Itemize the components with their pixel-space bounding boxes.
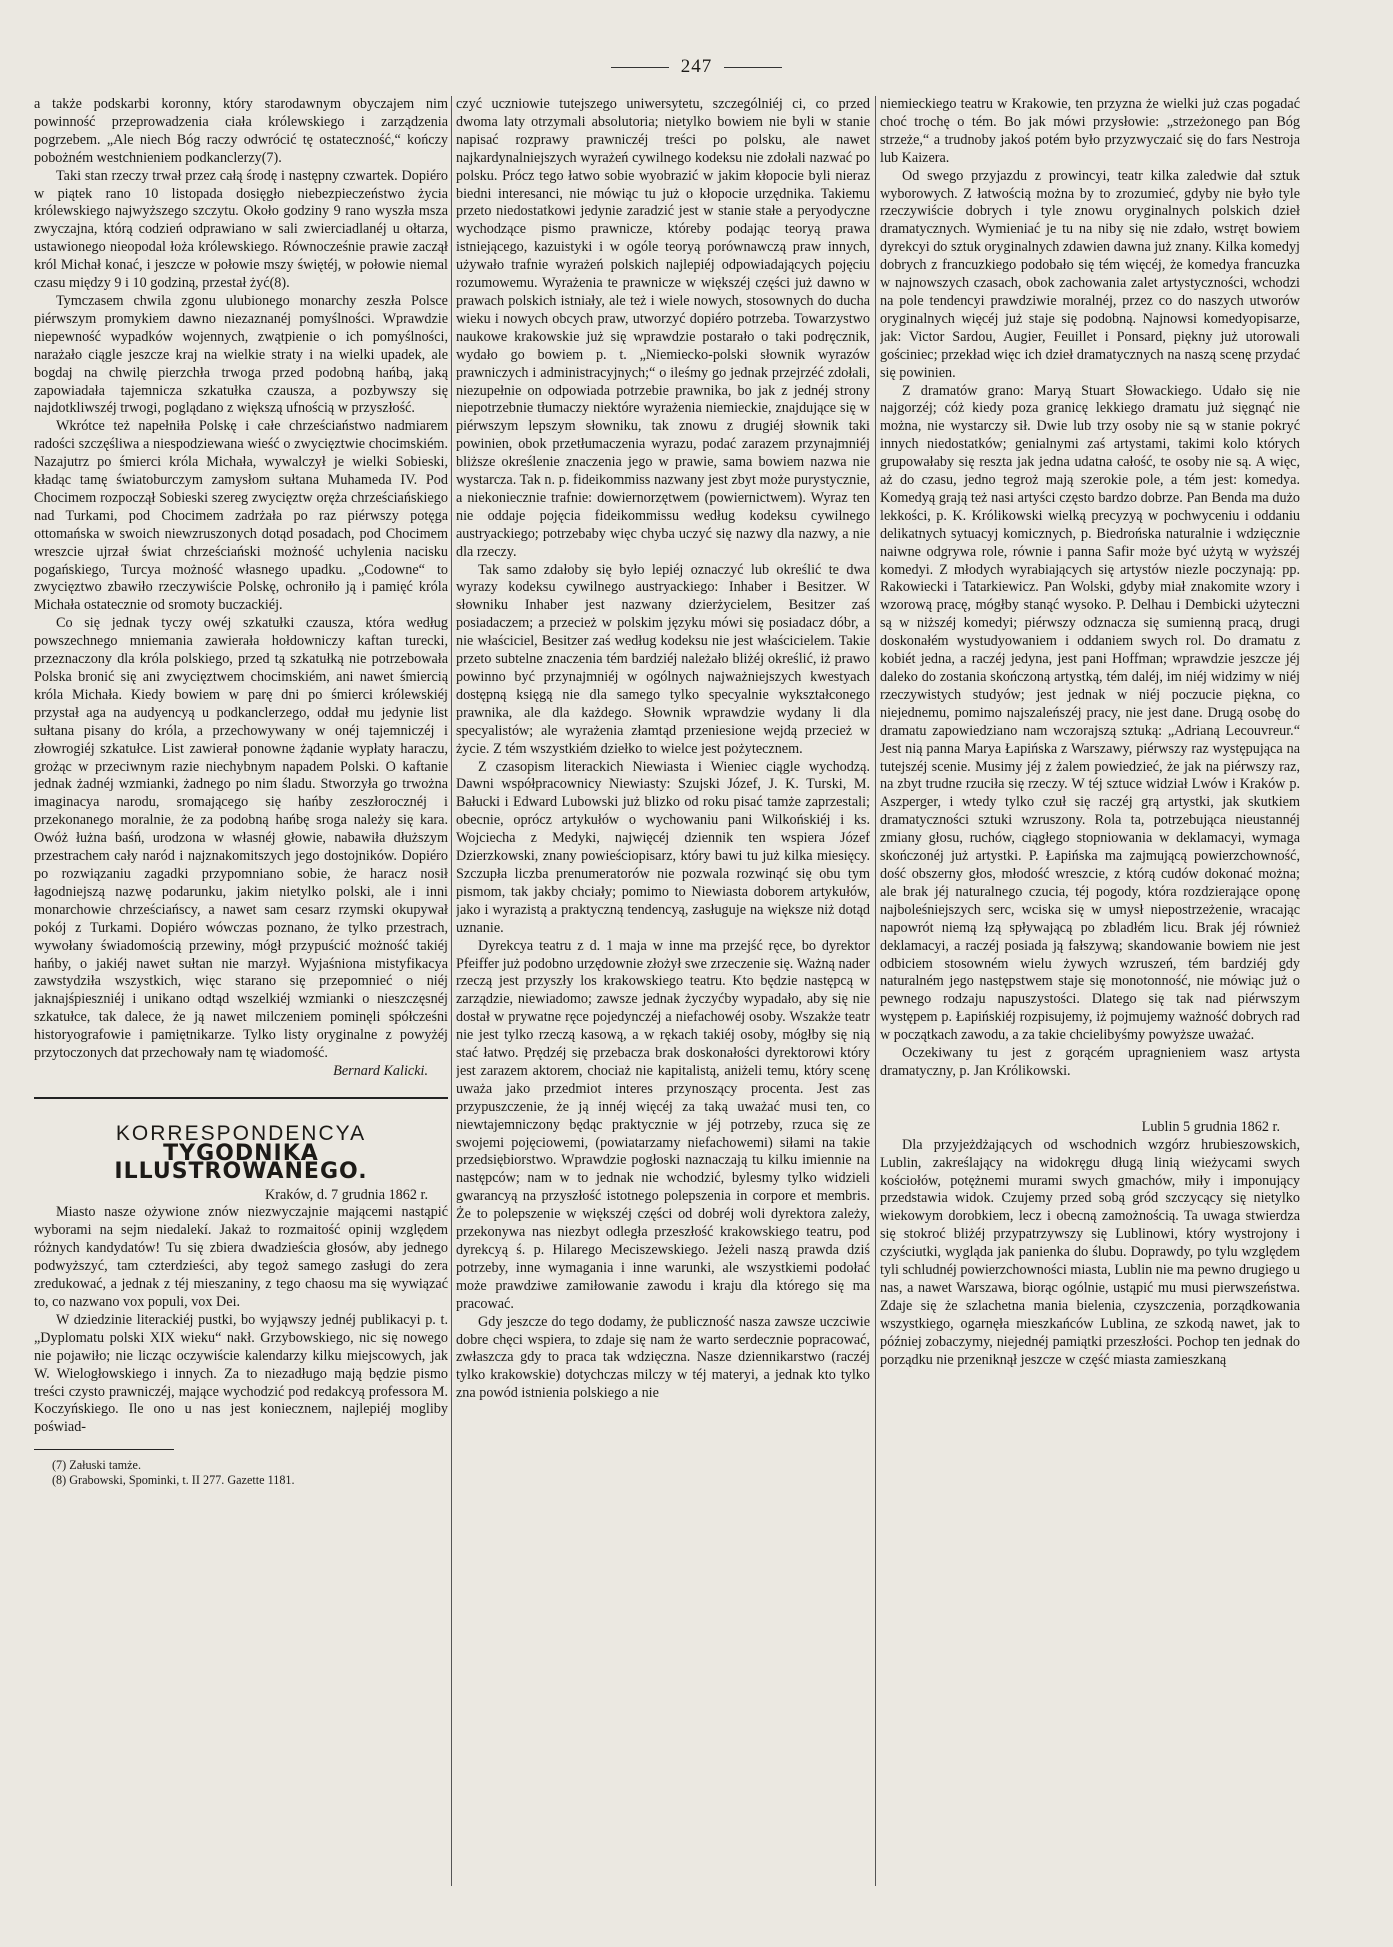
paragraph: Tymczasem chwila zgonu ulubionego monarchy zeszła Polsce piérwszym promykiem dawno niezaznanéj pomyślności. Wprawdzie niepewność wypadków wojennych, zwątpienie o ich pomyślności, narażało ciągle jeszcze kraj na wielkie straty i na wielki upadek, ale bogdaj na chwilę pierzchła trwoga przed podobną hańbą, jaką zapowiadała tajemnicza szkatułka czausza, a pozbywszy się najdotkliwszéj trwogi, poglądano z większą ufnością w przyszłość. — [34, 292, 448, 417]
paragraph: Dyrekcya teatru z d. 1 maja w inne ma przejść ręce, bo dyrektor Pfeiffer już podobno urzędownie złożył swe zrzeczenie się. Ważną nader rzeczą jest przyszły los krakowskiego teatru. Kto będzie następcą w zarządzie, niewiadomo; zawsze jednak życzyćby wypadało, aby się nie dostał w prywatne ręce pojedynczéj a niefachowéj osoby. Wszakże teatr nie jest tylko rzeczą kasową, a w rękach takiéj osoby, mógłby się nią stać łatwo. Prędzéj się przebacza brak doskonałości dyrektorowi który jest zarazem aktorem, chociaż nie kapitalistą, aniżeli temu, który scenę uważa jako przedmiot interes przynoszący procenta. Jest zas przypuszczenie, że ją innéj więcéj za taką uważać musi ten, co niewtajemniczony będąc praktycznie w jéj potrzeby, rzuca się ze swojemi pojęciowemi, (powiatarzamy niefachowemi) siłami na takie przedsiębiorstwo. Wprawdzie pogłoski naznaczają tu kilku imiennie na następców; nam w to jednak nie wchodzić, bylesmy tylko widzieli gwarancyą na przyszłość istotnego polepszenia in corpore et membris. Że to polepszenie w większéj części od dobréj woli dyrektora zależy, przekonywa nas niezbyt odległa przeszłość krakowskiego teatru, pod dyrekcyą ś. p. Hilarego Meciszewskiego. Jeżeli naszą prawda dziś potrzeby, inne wymagania i inne warunki, ale wszystkiemi podołać może prawdziwe zamiłowanie zawodu i kraju dla którego się ma pracować. — [456, 937, 870, 1312]
paragraph: niemieckiego teatru w Krakowie, ten przyzna że wielki już czas pogadać choć trochę o tém. Bo jak mówi przysłowie: „strzeżonego pan Bóg strzeże,“ a trudnoby jakoś potém było przyzwyczaić się do fars Nestroja lub Kaizera. — [880, 96, 1300, 166]
column-1 — [34, 96, 448, 1936]
paragraph: Wkrótce też napełniła Polskę i całe chrześciaństwo nadmiarem radości szczęśliwa a niespodziewana wieść o zwycięztwie chocimskiém. Nazajutrz po śmierci króla Michała, wywalczył je wielki Sobieski, kładąc tamę światoburczym zamysłom sułtana Muhameda IV. Pod Chocimem rozpoczął Sobieski szereg zwycięztw oręża chrześciańskiego nad Turkami, pod Chocimem zadrżała po raz piérwszy potęga ottomańska w swoich niewzruszonych dotąd posadach, pod Chocimem wreszcie ujrzał świat chrześciański możność uchylenia nacisku pogańskiego, Turcya możność własnego upadku. „Codowne“ to zwycięztwo zbawiło rzeczywiście Polskę, ochroniło ją i pamięć króla Michała ostatecznie od sromoty buczackiéj. — [34, 418, 448, 614]
section-spacer — [880, 1081, 1300, 1119]
footnote: (8) Grabowski, Spominki, t. II 277. Gazette 1181. — [52, 1473, 295, 1488]
paragraph: czyć uczniowie tutejszego uniwersytetu, szczególniéj ci, co przed dwoma laty otrzymali absolutoria; nietylko bowiem nie byli w stanie napisać rozprawy prawniczéj treści po polsku, ale nawet najkardynalniejszych wyrażeń cywilnego kodeksu nie zdołali nazwać po polsku. Prócz tego łatwo sobie wyobrazić w jakim kłopocie byli nieraz biedni interesanci, nie mówiąc tu już o kłopocie urzędnika. Takiemu przeto niedostatkowi jedynie zaradzić jest w stanie stałe a peryodyczne wychodzące pismo prawnicze, któreby podając teoryą prawa istniejącego, kazuistyki i w ogóle teoryą porównawczą praw innych, używało trafnie wyrażeń polskich najlepiéj odpowiadających pojęciu rozumowemu. Wyrażenia te prawnicze w większéj części już dawno w prawach polskich istniały, ale też i wiele nowych, stosownych do ducha wieku i nowych obcych praw, utworzyć dopiéro potrzeba. Towarzystwo naukowe krakowskie już się wprawdzie postarało o taki podręcznik, wydało go bowiem p. t. „Niemiecko-polski słownik wyrazów prawniczych i administracyjnych;“ o ileśmy go jednak przejrzéć zdołali, niezupełnie on odpowiada potrzebie prawnika, bo jak z jednéj strony niepotrzebnie tłumaczy niektóre wyrażenia niemieckie, znajdujące się w piérwszym lepszym słowniku, tak znowu z drugiéj słownik taki powinien, obok przetłumaczenia wyrazu, podać zarazem przynajmniéj bliższe określenie znaczenia jego w prawie, sama bowiem nazwa nie wystarcza. Tak n. p. fideikommiss nazwany jest zbyt może purystycznie, a niekoniecznie trafnie: dowiernorzętwem (powiernictwem). Wyraz ten nie oddaje pojęcia fideikommissu według kodeksu cywilnego austryackiego; potrzebaby więc chyba uczyć się nazwy dla nazwy, a nie dla rzeczy. — [456, 96, 870, 560]
paragraph: Co się jednak tyczy owéj szkatułki czausza, która według powszechnego mniemania zawierała hołdowniczy kaftan turecki, przeznaczony dla króla polskiego, przed tą szkatułką nie potrzebowała Polska bronić się ani zwycięztwem chocimskiém, ani nawet śmiercią króla Michała. Kiedy bowiem w parę dni po śmierci królewskiéj przystał aga na audyencyą u podkanclerzego, oddał mu jedynie list sułtana pisany do króla, a przechowywany w onéj tajemniczéj i złowrogiéj szkatułce. List zawierał ponowne żądanie wypłaty haraczu, grożąc w przeciwnym razie niechybnym napadem Polski. O kaftanie jednak żadnéj wzmianki, żadnego po nim śladu. Stworzyła go trwożna imaginacya narodu, sromającego się hańby zeszłorocznéj i przekonanego moralnie, że za podobną hańbę sroga należy się kara. Owóż łużna baśń, urodzona w własnéj głowie, nabawiła dłuższym przestrachem cały naród i najznakomitszych jego dostojników. Dopiéro po rozwiązaniu zagadki przypomniano sobie, że haracz nosił łagodniejszą nazwę podarunku, jakim nietylko polski, ale i inni monarchowie chrześciańscy, a nawet sam cesarz rzymski okupywał pokój z Turkami. Dopiéro wówczas poznano, że tylko przestrach, wywołany świadomością przewiny, mógł przypuścić możność takiéj hańby, o jakiéj nawet sułtan nie marzył. Wyjaśniona mistyfikacya zawstydziła wszystkich, więc starano się przepomnieć o niéj jaknajśpieszniéj i unikano odtąd wszelkiéj wzmianki o nieszczęsnéj szkatułce, tak dalece, że ją nawet milczeniem pominęli spółcześni historyografowie i pamiętnikarze. Tylko listy oryginalne z powyżéj przytoczonych dat przechowały nam tę wiadomość. — [34, 615, 448, 1062]
paragraph: a także podskarbi koronny, który starodawnym obyczajem nim powinność przeprowadzenia ciała królewskiego i zarządzenia pogrzebem. „Ale niech Bóg raczy odwrócić tę ostateczność,“ kończy pobożném westchnieniem podkanclerzy(7). — [34, 96, 448, 166]
column-3 — [880, 96, 1300, 1936]
paragraph: Oczekiwany tu jest z gorącém upragnieniem wasz artysta dramatyczny, p. Jan Królikowski. — [880, 1045, 1300, 1079]
paragraph: Tak samo zdałoby się było lepiéj oznaczyć lub określić te dwa wyrazy kodeksu cywilnego austryackiego: Inhaber i Besitzer. W słowniku Inhaber jest nazwany dzierżycielem, Besitzer zaś posiadaczem; a przecież w polskim języku mówi się posiadacz dóbr, a nie właściciel, Besitzer zaś według kodeksu nie jest właścicielem. Takie przeto subtelne znaczenia tém bardziéj należało bliżéj określić, iż prawo powinno być przynajmniéj w ogólnych najważniejszych kwestyach dostępną księgą nie dla samego tylko specyalnie wykształconego prawnika, ale dla każdego. Słownik wprawdzie wydany li dla specyalistów; ale wyrażenia złamtąd przeniesione wejdą przecież w życie. Z tém wszystkiém dziełko to wielce jest pożytecznem. — [456, 561, 870, 757]
paragraph: Dla przyjeżdżających od wschodnich wzgórz hrubieszowskich, Lublin, zakreślający na widokręgu długą linią wieżycami swych kościołów, potężnemi murami swych gmachów, miły i imponujący przedstawia widok. Czujemy przed sobą gród szczycący się nietylko wiekowym dorobkiem, lecz i obecną zamożnością. Ta uwaga stwierdza się stokroć bliżéj przypatrzywszy się Lublinowi, który wystrojony i czyściutki, wygląda jak panienka do ślubu. Doprawdy, po tylu względem tyli schludnéj powierzchowności miasta, Lublin nie ma pewno drugiego u nas, a nawet Warszawa, biorąc ogólnie, ustąpić mu musi pierwszeństwa. Zdaje się że szlachetna mania bielenia, czyszczenia, porządkowania wszystkiego, ogarnęła mieszkańców Lublina, ze szkodą nawet, jak to później zobaczymy, niejednéj pamiątki przeszłości. Pochop ten jednak do porządku nie przeniknął jeszcze w część miasta zamieszkaną — [880, 1136, 1300, 1368]
column-rule — [875, 96, 876, 1886]
section-divider — [34, 1097, 448, 1099]
footnote: (7) Załuski tamże. — [52, 1458, 142, 1473]
correspondence-title: KORRESPONDENCYA — [115, 1121, 367, 1145]
column-rule — [451, 96, 452, 1886]
correspondence-subtitle: TYGODNIKA ILLUSTROWANEGO. — [114, 1140, 368, 1184]
footnote-divider — [34, 1449, 174, 1450]
page-number: 247 — [0, 56, 1393, 78]
paragraph: Od swego przyjazdu z prowincyi, teatr kilka zaledwie dał sztuk wyborowych. Z łatwością można by to zrozumieć, gdyby nie było tyle rzeczywiście dobrych i tyle znowu oryginalnych polskich dzieł dramatycznych. Wymieniać je tu na niby się nie zdało, wstręt bowiem dyrekcyi do sztuk oryginalnych zdawien dawna już znany. Kilka komedyj dobrych z francuzkiego podobało się tém więcéj, że komedya francuzka w najnowszych czasach, obok zachowania zalet artystyczności, wchodzi na pole tendencyi prawdziwie moralnéj, przez co do naszych utworów oryginalnych więcéj już staje się podobną. Najnowsi komedyopisarze, jak: Victor Sardou, Augier, Feuillet i Ponsard, piękny już utorowali gościniec; przekład więc ich dzieł dramatycznych na naszą scenę przydać się powinien. — [880, 167, 1300, 381]
dateline: Kraków, d. 7 grudnia 1862 r. — [265, 1186, 428, 1203]
paragraph: Miasto nasze ożywione znów niezwyczajnie mającemi nastąpić wyborami na sejm niedalekí. Jakaż to rozmaitość opinij względem różnych kandydatów! Tu się zbiera dwadzieścia głosów, aby jednego podwyższyć, tam czterdzieści, aby tegoż samego zasługi do zera zredukować, a jednak z téj mieszaniny, z tego chaosu ma się wywiązać to, co nazwano vox populi, vox Dei. — [34, 1204, 448, 1310]
author-signature: Bernard Kalicki. — [333, 1062, 428, 1079]
paragraph: Z czasopism literackich Niewiasta i Wieniec ciągle wychodzą. Dawni współpracownicy Niewiasty: Szujski Józef, J. K. Turski, M. Bałucki i Edward Lubowski już blizko od roku pisać tamże zaprzestali; obecnie, oprócz artykułów o wychowaniu pani Wilkońskiéj i ks. Wojciecha z Medyki, najwięcéj dziennik ten wspiera Józef Dzierzkowski, znany powieściopisarz, który bawi tu już kilka miesięcy. Szczupła liczba prenumeratorów nie pozwala rozwinąć się obu tym pismom, tak jakby chciały; pomimo to Niewiasta doborem artykułów, jako i wyrazistą a praktyczną tendencyą, zasługuje na większe niż dotąd uznanie. — [456, 758, 870, 936]
column-2 — [456, 96, 870, 1936]
dateline: Lublin 5 grudnia 1862 r. — [1141, 1118, 1280, 1135]
paragraph: Gdy jeszcze do tego dodamy, że publiczność nasza zawsze uczciwie dobre chęci wspiera, to zdaje się nam że warto serdecznie popracować, zwłaszcza gdy to praca tak wdzięczna. Nasze dziennikarstwo (raczéj tylko krakowskie) dotychczas milczy w téj materyi, a jednak kto tylko zna powód istnienia polskiego a nie — [456, 1313, 870, 1402]
paragraph: Z dramatów grano: Maryą Stuart Słowackiego. Udało się nie najgorzéj; cóż kiedy poza granicę lekkiego dramatu już sięgnąć nie można, nie wystarczy sił. Dwie lub trzy osoby nie są w stanie pokryć innych niedostatków; genialnymi zaś artystami, takimi kolo których grupowałaby się reszta jak jedna udatna całość, te osoby nie są. A więc, aż do czasu, jedno tegroż mają szerokie pole, a tém jest: komedya. Komedyą grają też nasi artyści często bardzo dobrze. Pan Benda ma dużo lekkości, p. K. Królikowski wielką precyzyą w pochwyceniu i oddaniu delikatnych sytuacyj komicznych, p. Biedrońska naturalnie i wdzięcznie naiwne odgrywa role, równie i panna Safir może być użytą w wyższéj komedyi. Z młodych wyrabiających się artystów niezle poczynają: pp. Rakowiecki i Tatarkiewicz. Pan Wolski, gdyby miał znakomite wzory i wzorową pracę, mógłby stanąć wysoko. P. Delhau i Dembicki użyteczni są w niższéj komedyi; piérwszy odznacza się sumienną pracą, drugi doskonałém wystudyowaniem i oddaniem swych rol. Do dramatu z kobiét jedna, a raczéj jedyna, jest pani Hoffman; wprawdzie jeszcze jéj daleko do zostania skończoną artystką, tém daléj, im niéj widzimy w niéj rzeczywistych studyów; jest jednak w niéj poczucie piękna, co niejednemu, pomimo najszaleńszéj pracy, nie jest dane. Drugą osobę do dramatu zapowiedziano nam wczorajszą sztuką: „Adrianą Lecouvreur.“ Jest nią panna Marya Łapińska z Warszawy, piérwszy raz występująca na tutejszéj scenie. Musimy jéj z żalem powiedzieć, że jak na piérwszy raz, na zbyt trudne rzuciła się rzeczy. W téj sztuce widział Lwów i Kraków p. Aszperger, i wtedy tylko czuł się raczéj grą artystki, jak skutkiem dramatyczności sztuki wzruszony. Rola ta, potrzebująca nieustannéj zmiany głosu, ruchów, ciągłego stopniowania w deklamacyi, wymaga skończonéj już artystki. P. Łapińska ma zajmującą powierzchowność, dość obszerny głos, młodość wreszcie, z którą cudów dokonać można; ale brak jéj naturalnego czucia, téj pogody, która rozdzierające oponę najboleśniejszych serc, wciska się w umysł niepostrzeżenie, wracając napowrót niemą łzą spływającą po zbladłém licu. Brak jéj również deklamacyi, a raczéj posiada ją fałszywą; skandowanie bowiem nie jest odbiciem stosowném wielu żywych wzruszeń, tém bardziéj gdy naturalném jego następstwem staje się monotonność, nie mówiąc już o pewnego rodzaju napuszystości. Dlatego się tak nad piérwszym występem p. Łapińskiéj rozpisujemy, iż pojmujemy ważność dobrych rad w początkach zawodu, a za takie chcielibyśmy powyższe uważać. — [880, 382, 1300, 1044]
paragraph: Taki stan rzeczy trwał przez całą środę i następny czwartek. Dopiéro w piątek rano 10 listopada dosięgło niebezpieczeństwo życia królewskiego najwyższego szczytu. Około godziny 9 rano wyszła msza zwyczajna, którą codzień odprawiano w sali zwierciadlanéj u ołtarza, ustawionego nieopodal łoża królewskiego. Równocześnie prawie zaczął król Michał konać, i jeszcze w połowie mszy świętéj, w połowie niemal czasu między 9 i 10 godziną, przestał żyć(8). — [34, 167, 448, 292]
paragraph: W dziedzinie literackiéj pustki, bo wyjąwszy jednéj publikacyi p. t. „Dyplomatu polski XIX wieku“ nakł. Grzybowskiego, nic się nowego nie pojawiło; nie licząc oczywiście kalendarzy kilku miejscowych, jak W. Wielogłowskiego i innych. Za to niezadługo mają będzie pismo treści czysto prawniczéj, mające wychodzić pod redakcyą professora M. Koczyńskiego. Ile ono u nas jest koniecznem, najlepiéj mogliby poświad- — [34, 1311, 448, 1436]
